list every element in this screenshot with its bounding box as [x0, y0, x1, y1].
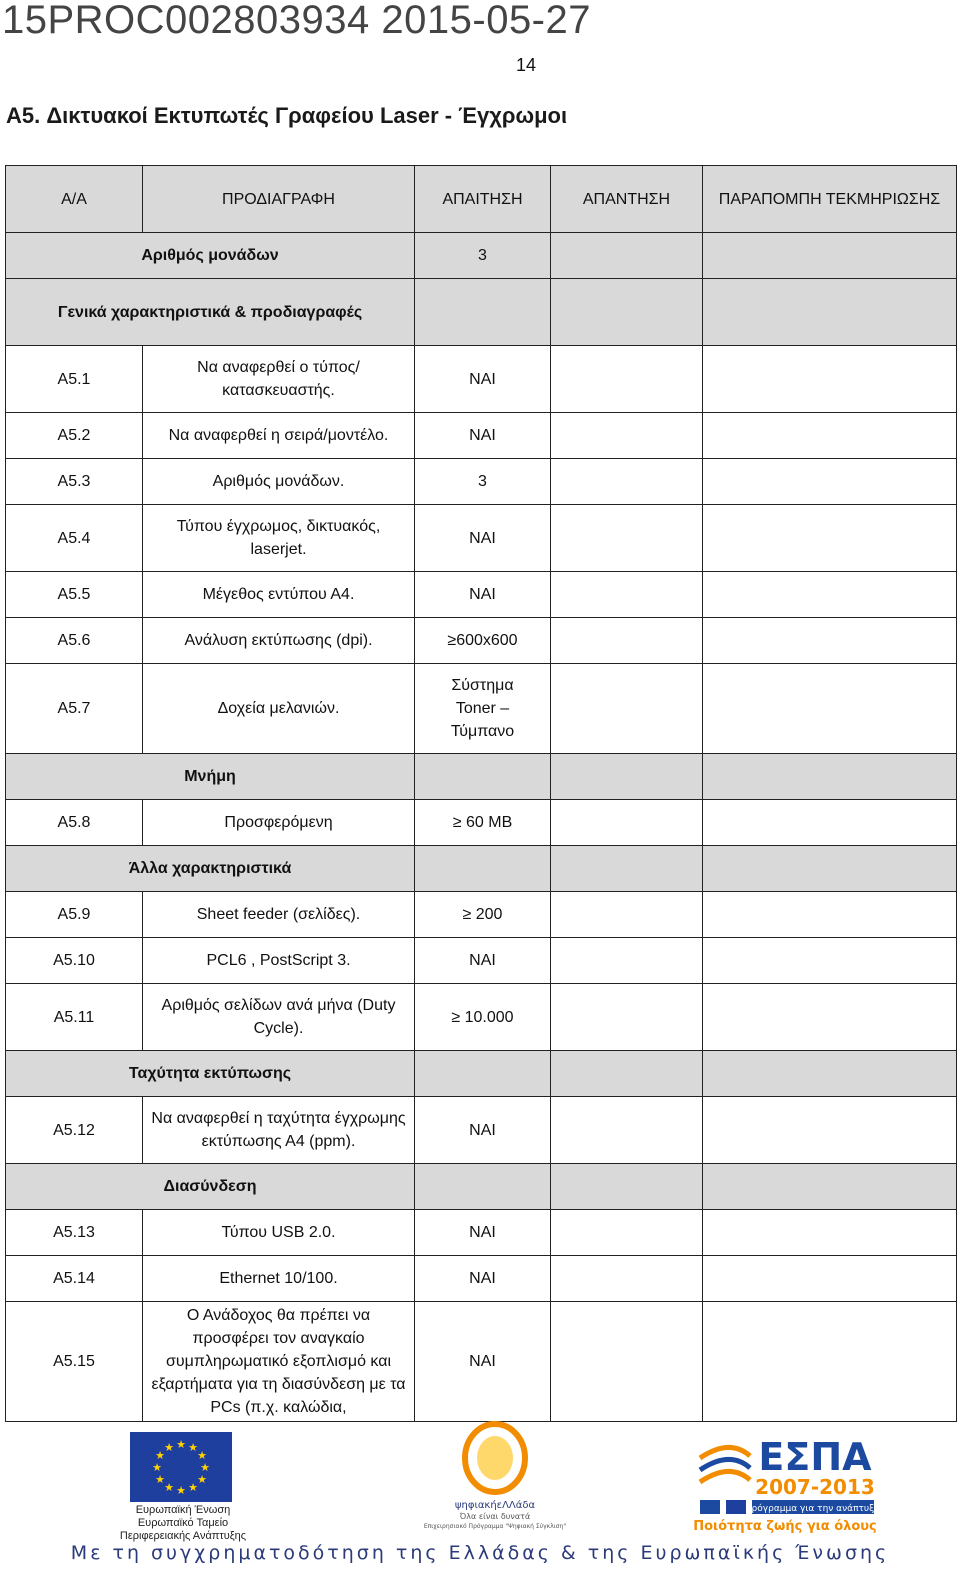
row-spec: Μέγεθος εντύπου Α4. [143, 572, 415, 618]
row-id: A5.10 [6, 938, 143, 984]
row-spec: Sheet feeder (σελίδες). [143, 892, 415, 938]
answer-cell[interactable] [551, 459, 703, 505]
col-header-reference: ΠΑΡΑΠΟΜΠΗ ΤΕΚΜΗΡΙΩΣΗΣ [703, 166, 957, 233]
row-requirement: ΝΑΙ [415, 1097, 551, 1164]
group-memory-label: Μνήμη [6, 754, 415, 800]
answer-cell[interactable] [551, 1302, 703, 1422]
row-requirement: ≥ 10.000 [415, 984, 551, 1051]
table-row [6, 1256, 957, 1302]
reference-cell[interactable] [703, 664, 957, 754]
row-spec: Ανάλυση εκτύπωσης (dpi). [143, 618, 415, 664]
espa-years: 2007-2013 [755, 1475, 875, 1499]
row-id: A5.1 [6, 346, 143, 413]
col-header-aa: Α/Α [6, 166, 143, 233]
group-speed-label: Ταχύτητα εκτύπωσης [6, 1051, 415, 1097]
table-row [6, 984, 957, 1051]
answer-cell[interactable] [551, 572, 703, 618]
row-spec: Αριθμός σελίδων ανά μήνα (Duty Cycle). [143, 984, 415, 1051]
section-title: A5. Δικτυακοί Εκτυπωτές Γραφείου Laser - Έγχρωμοι [6, 103, 568, 128]
row-id: A5.6 [6, 618, 143, 664]
table-row [6, 800, 957, 846]
reference-cell[interactable] [703, 346, 957, 413]
row-requirement: ≥ 200 [415, 892, 551, 938]
reference-cell[interactable] [703, 892, 957, 938]
answer-cell[interactable] [551, 1097, 703, 1164]
units-value: 3 [415, 233, 551, 279]
row-requirement: ΝΑΙ [415, 413, 551, 459]
col-header-requirement: ΑΠΑΙΤΗΣΗ [415, 166, 551, 233]
group-row-general [6, 279, 957, 346]
reference-cell[interactable] [703, 1097, 957, 1164]
espa-logo [690, 1428, 880, 1538]
row-spec: Ethernet 10/100. [143, 1256, 415, 1302]
espa-title: ΕΣΠΑ [758, 1435, 872, 1479]
row-spec: Να αναφερθεί η σειρά/μοντέλο. [143, 413, 415, 459]
answer-cell[interactable] [551, 505, 703, 572]
document-id: 15PROC002803934 2015-05-27 [2, 0, 591, 42]
row-spec: Τύπου USB 2.0. [143, 1210, 415, 1256]
row-spec: Να αναφερθεί ο τύπος/κατασκευαστής. [143, 346, 415, 413]
row-id: A5.13 [6, 1210, 143, 1256]
answer-cell[interactable] [551, 800, 703, 846]
group-row-connect [6, 1164, 957, 1210]
answer-cell[interactable] [551, 618, 703, 664]
reference-cell[interactable] [703, 413, 957, 459]
row-requirement: ΝΑΙ [415, 938, 551, 984]
row-requirement: ΝΑΙ [415, 1302, 551, 1422]
svg-text:★: ★ [152, 1461, 162, 1474]
svg-text:★: ★ [164, 1481, 174, 1494]
table-row [6, 346, 957, 413]
row-id: A5.5 [6, 572, 143, 618]
row-requirement: ≥600x600 [415, 618, 551, 664]
footer [0, 1420, 960, 1588]
eu-caption: Ευρωπαϊκή Ένωση Ευρωπαϊκό Ταμείο Περιφερειακής Ανάπτυξης [119, 1504, 247, 1542]
row-id: A5.12 [6, 1097, 143, 1164]
answer-cell[interactable] [551, 413, 703, 459]
group-general-label: Γενικά χαρακτηριστικά & προδιαγραφές [6, 279, 415, 346]
digital-greece-sub: Επιχειρησιακό Πρόγραμμα "Ψηφιακή Σύγκλιση" [423, 1523, 567, 1530]
row-spec: Αριθμός μονάδων. [143, 459, 415, 505]
spec-table [5, 165, 957, 1422]
table-row [6, 459, 957, 505]
svg-text:★: ★ [164, 1441, 174, 1454]
row-spec: Να αναφερθεί η ταχύτητα έγχρωμης εκτύπωσης Α4 (ppm). [143, 1097, 415, 1164]
svg-text:★: ★ [197, 1473, 207, 1486]
col-header-spec: ΠΡΟΔΙΑΓΡΑΦΗ [143, 166, 415, 233]
reference-cell[interactable] [703, 984, 957, 1051]
svg-text:★: ★ [188, 1441, 198, 1454]
answer-cell[interactable] [551, 346, 703, 413]
row-requirement: ΝΑΙ [415, 1210, 551, 1256]
row-requirement: ΝΑΙ [415, 505, 551, 572]
table-row [6, 505, 957, 572]
row-spec: Προσφερόμενη [143, 800, 415, 846]
col-header-answer: ΑΠΑΝΤΗΣΗ [551, 166, 703, 233]
group-row-other [6, 846, 957, 892]
svg-text:★: ★ [155, 1473, 165, 1486]
row-id: A5.4 [6, 505, 143, 572]
answer-cell[interactable] [551, 938, 703, 984]
reference-cell[interactable] [703, 800, 957, 846]
eu-flag-icon [130, 1432, 232, 1502]
funding-motto: Με τη συγχρηματοδότηση της Ελλάδας & της Ευρωπαϊκής Ένωσης [70, 1542, 890, 1564]
row-id: A5.14 [6, 1256, 143, 1302]
row-id: A5.2 [6, 413, 143, 459]
svg-text:★: ★ [200, 1461, 210, 1474]
svg-text:★: ★ [197, 1449, 207, 1462]
answer-cell[interactable] [551, 892, 703, 938]
page-number: 14 [516, 55, 537, 75]
answer-cell[interactable] [551, 1210, 703, 1256]
row-spec: Ο Ανάδοχος θα πρέπει να προσφέρει τον αναγκαίο συμπληρωματικό εξοπλισμό και εξαρτήματα για τη διασύνδεση με τα PCs (π.χ. καλώδια, [143, 1302, 415, 1422]
units-label: Αριθμός μονάδων [6, 233, 415, 279]
espa-banner: πρόγραμμα για την ανάπτυξη [746, 1504, 880, 1514]
table-row [6, 664, 957, 754]
table-row [6, 892, 957, 938]
digital-greece-tagline: Όλα είναι δυνατά [459, 1512, 531, 1521]
reference-cell[interactable] [703, 1256, 957, 1302]
row-spec: Δοχεία μελανιών. [143, 664, 415, 754]
svg-text:★: ★ [188, 1481, 198, 1494]
svg-text:★: ★ [155, 1449, 165, 1462]
table-row [6, 1210, 957, 1256]
row-requirement: ≥ 60 MB [415, 800, 551, 846]
table-row [6, 1302, 957, 1422]
reference-cell[interactable] [703, 459, 957, 505]
table-row [6, 618, 957, 664]
table-row [6, 413, 957, 459]
row-spec: Τύπου έγχρωμος, δικτυακός, laserjet. [143, 505, 415, 572]
reference-cell[interactable] [703, 572, 957, 618]
group-connect-label: Διασύνδεση [6, 1164, 415, 1210]
row-requirement: ΝΑΙ [415, 346, 551, 413]
answer-cell[interactable] [551, 984, 703, 1051]
espa-slogan: Ποιότητα ζωής για όλους [693, 1519, 877, 1534]
row-requirement: 3 [415, 459, 551, 505]
row-id: A5.3 [6, 459, 143, 505]
row-spec: PCL6 , PostScript 3. [143, 938, 415, 984]
row-id: A5.15 [6, 1302, 143, 1422]
svg-text:★: ★ [176, 1484, 186, 1497]
answer-cell[interactable] [551, 664, 703, 754]
group-row-memory [6, 754, 957, 800]
digital-greece-name: ψηφιακήεΛΛάδα [454, 1500, 536, 1511]
row-requirement: ΝΑΙ [415, 572, 551, 618]
group-other-label: Άλλα χαρακτηριστικά [6, 846, 415, 892]
row-id: A5.11 [6, 984, 143, 1051]
row-id: A5.9 [6, 892, 143, 938]
row-requirement: Σύστημα Toner – Τύμπανο [415, 664, 551, 754]
reference-cell[interactable] [703, 505, 957, 572]
reference-cell[interactable] [703, 1302, 957, 1422]
row-id: A5.8 [6, 800, 143, 846]
table-row [6, 938, 957, 984]
reference-cell[interactable] [703, 938, 957, 984]
svg-text:★: ★ [176, 1438, 186, 1451]
answer-cell[interactable] [551, 1256, 703, 1302]
units-row [6, 233, 957, 279]
digital-greece-logo [423, 1420, 567, 1530]
reference-cell[interactable] [703, 618, 957, 664]
table-header-row [6, 166, 957, 233]
row-requirement: ΝΑΙ [415, 1256, 551, 1302]
group-row-speed [6, 1051, 957, 1097]
row-id: A5.7 [6, 664, 143, 754]
table-row [6, 1097, 957, 1164]
table-row [6, 572, 957, 618]
reference-cell[interactable] [703, 1210, 957, 1256]
